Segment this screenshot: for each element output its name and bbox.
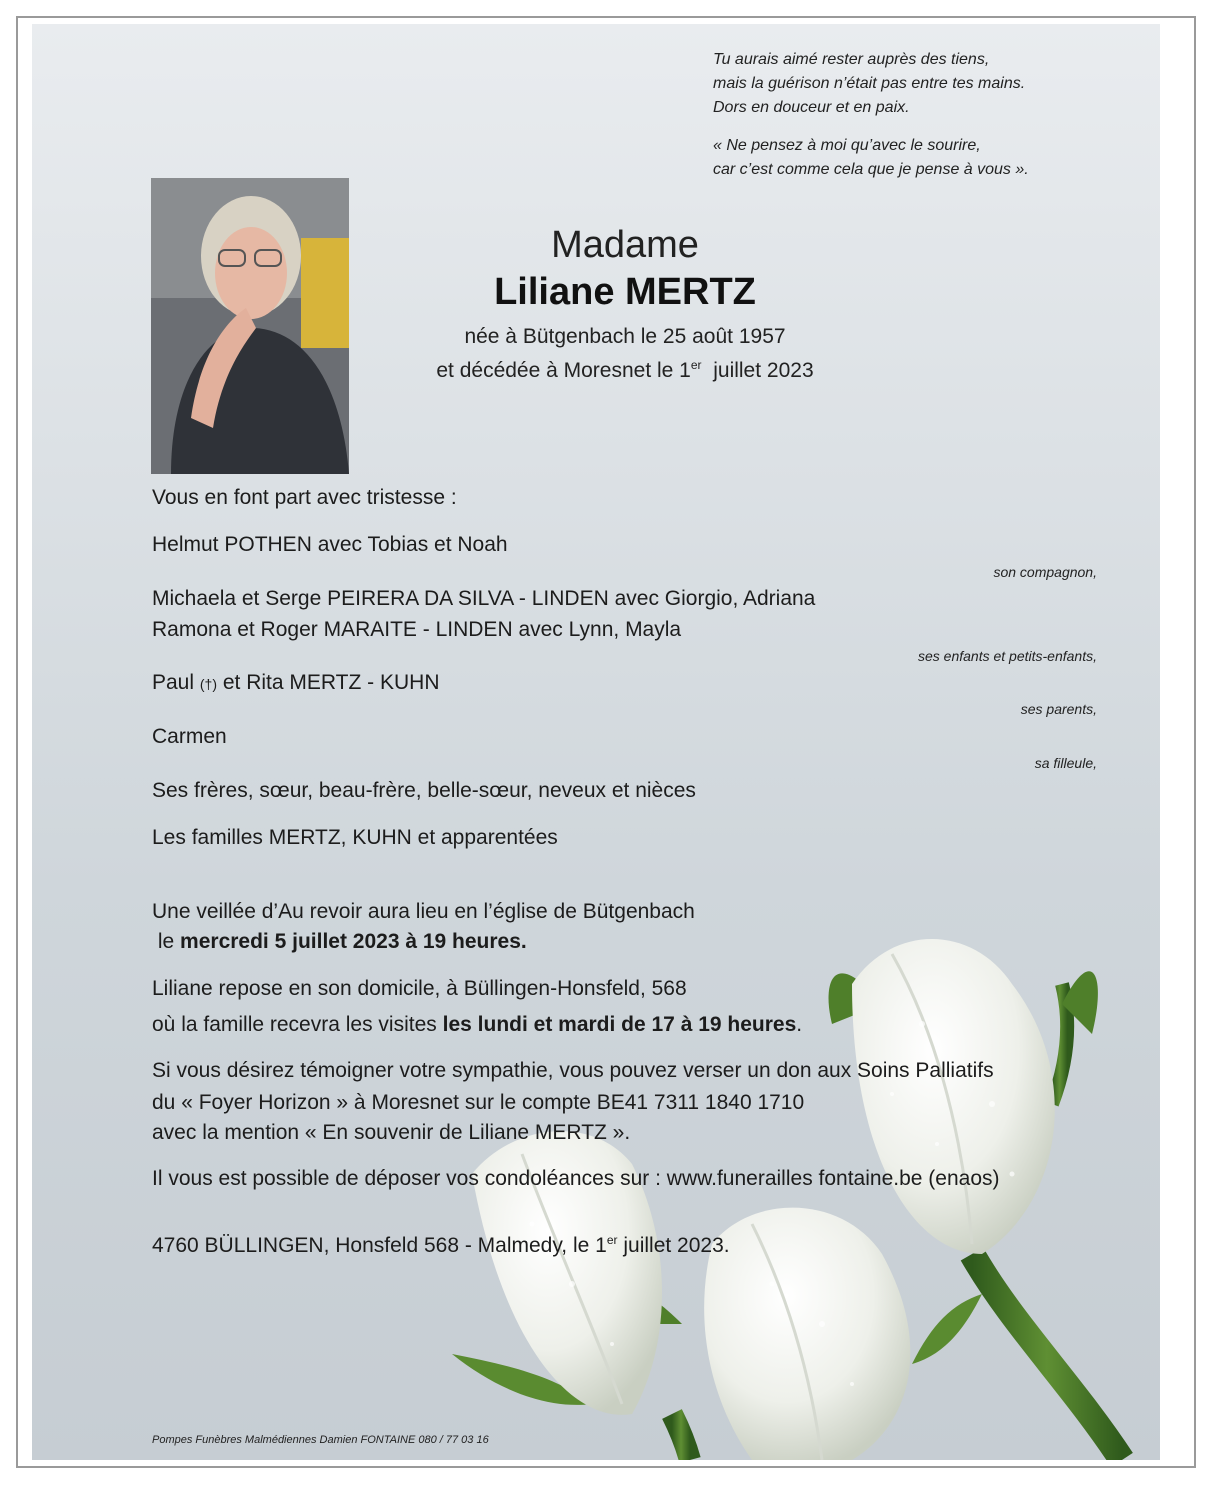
donation-line-3: avec la mention « En souvenir de Liliane MERTZ ». <box>152 1121 631 1144</box>
children-line-1: Michaela et Serge PEIRERA DA SILVA - LINDEN avec Giorgio, Adriana <box>152 587 816 610</box>
children-relation: ses enfants et petits-enfants, <box>918 648 1097 664</box>
birth-line: née à Bütgenbach le 25 août 1957 <box>464 325 786 348</box>
memorial-poem <box>713 48 1153 196</box>
funeral-home-footer: Pompes Funèbres Malmédiennes Damien FONTAINE 080 / 77 03 16 <box>152 1434 489 1446</box>
poem-stanza-1: Tu aurais aimé rester auprès des tiens, mais la guérison n’était pas entre tes mains. Dors en douceur et en paix. <box>713 51 1026 116</box>
goddaughter-line: Carmen <box>152 725 227 748</box>
repose-line-1: Liliane repose en son domicile, à Büllingen-Honsfeld, 568 <box>152 977 687 1000</box>
deceased-name: Liliane MERTZ <box>494 271 756 313</box>
life-dates <box>380 322 870 385</box>
donation-line-2: du « Foyer Horizon » à Moresnet sur le compte BE41 7311 1840 1710 <box>152 1091 805 1114</box>
portrait-photo <box>151 178 349 474</box>
deceased-title <box>380 222 870 385</box>
condolences-line: Il vous est possible de déposer vos condoléances sur : www.funerailles fontaine.be (enaos) <box>152 1167 1000 1190</box>
parents-relation: ses parents, <box>1020 701 1097 717</box>
donation-line-1: Si vous désirez témoigner votre sympathie, vous pouvez verser un don aux Soins Palliatifs <box>152 1059 994 1082</box>
address-line: 4760 BÜLLINGEN, Honsfeld 568 - Malmedy, le 1er juillet 2023. <box>152 1233 730 1257</box>
vigil-line-1: Une veillée d’Au revoir aura lieu en l’église de Bütgenbach <box>152 900 695 923</box>
families-line: Les familles MERTZ, KUHN et apparentées <box>152 826 558 849</box>
parents-line: Paul (†) et Rita MERTZ - KUHN <box>152 671 440 694</box>
deceased-marker: (†) <box>199 676 217 692</box>
companion-line: Helmut POTHEN avec Tobias et Noah <box>152 533 508 556</box>
poem-stanza-2: « Ne pensez à moi qu’avec le sourire, car c’est comme cela que je pense à vous ». <box>713 137 1029 178</box>
goddaughter-relation: sa filleule, <box>1034 755 1097 771</box>
repose-line-2: où la famille recevra les visites les lundi et mardi de 17 à 19 heures. <box>152 1013 803 1036</box>
siblings-line: Ses frères, sœur, beau-frère, belle-sœur, neveux et nièces <box>152 779 696 802</box>
announce-line: Vous en font part avec tristesse : <box>152 486 457 509</box>
children-line-2: Ramona et Roger MARAITE - LINDEN avec Lynn, Mayla <box>152 618 682 641</box>
companion-relation: son compagnon, <box>993 564 1097 580</box>
death-line: et décédée à Moresnet le 1er juillet 2023 <box>436 358 814 382</box>
vigil-line-2: le mercredi 5 juillet 2023 à 19 heures. <box>157 930 527 953</box>
honorific: Madame <box>551 224 699 266</box>
